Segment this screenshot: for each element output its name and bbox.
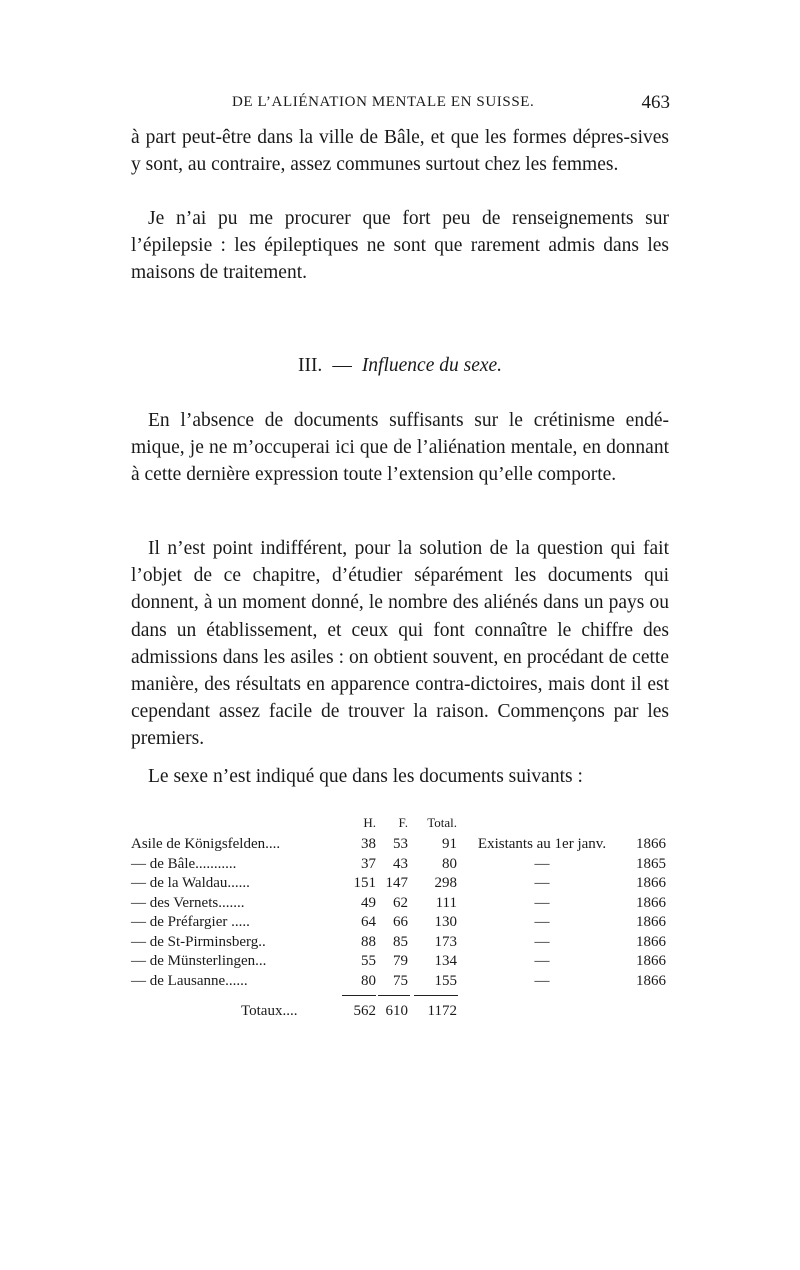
total-h: 562 — [353, 1003, 376, 1019]
sum-rule-h — [342, 995, 376, 996]
cell-note: — — [534, 953, 550, 969]
cell-f: 43 — [393, 855, 408, 872]
paragraph: Le sexe n’est indiqué que dans les documents suivants : — [148, 766, 583, 787]
cell-note: — — [534, 972, 550, 989]
running-title: DE L’ALIÉNATION MENTALE EN SUISSE. — [232, 94, 535, 110]
cell-total: 298 — [434, 875, 457, 891]
row-label: — de la Waldau...... — [131, 875, 250, 891]
table-row — [131, 875, 671, 895]
table-header-row — [131, 815, 671, 835]
table-row — [131, 953, 671, 973]
cell-year: 1866 — [636, 933, 666, 950]
cell-year: 1866 — [636, 894, 666, 911]
cell-total: 173 — [434, 933, 457, 950]
row-label: Asile de Königsfelden.... — [131, 836, 281, 852]
section-title: Influence du sexe. — [361, 355, 503, 376]
cell-total: 155 — [434, 972, 457, 989]
cell-f: 53 — [393, 836, 408, 852]
cell-total: 80 — [442, 855, 457, 872]
section-dash: — — [332, 355, 352, 376]
cell-h: 55 — [361, 953, 376, 969]
cell-h: 38 — [361, 836, 376, 852]
cell-total: 91 — [442, 836, 457, 852]
cell-year: 1866 — [636, 914, 666, 930]
paragraph: En l’absence de documents suffisants sur le crétinisme endé-mique, je ne m’occuperai ici que de l’aliénation mentale, en donnant à cette dernière expression toute l’extension qu’elle comporte. — [131, 410, 669, 486]
paragraph: Je n’ai pu me procurer que fort peu de renseignements sur l’épilepsie : les épileptiques ne sont que rarement admis dans les maisons de traitement. — [131, 208, 669, 284]
table-row — [131, 934, 671, 954]
cell-note: — — [534, 894, 550, 911]
cell-f: 75 — [393, 972, 408, 989]
row-label: — de Münsterlingen... — [131, 953, 267, 969]
paragraph: Il n’est point indifférent, pour la solution de la question qui fait l’objet de ce chapitre, d’étudier séparément les documents qui donnent, à un moment donné, le nombre des aliénés dans un pays ou dans un établissement, et ceux qui font connaître le chiffre des admissions dans les asiles : on obtient souvent, en procédant de cette manière, des résultats en apparence contra-dictoires, mais dont il est cependant assez facile de trouver la raison. Commençons par les premiers. — [131, 538, 669, 750]
table-row — [131, 836, 671, 856]
cell-h: 151 — [353, 875, 376, 891]
cell-total: 111 — [435, 894, 457, 911]
cell-total: 134 — [434, 953, 457, 969]
cell-note: — — [534, 875, 550, 891]
section-number: III. — [297, 355, 323, 376]
column-header-h: H. — [363, 815, 376, 830]
sum-rule-f — [378, 995, 410, 996]
section-heading — [131, 355, 669, 377]
page-number: 463 — [641, 92, 670, 113]
table-row — [131, 914, 671, 934]
table-totals-row — [131, 1003, 671, 1023]
row-label: — de St-Pirminsberg.. — [131, 933, 266, 950]
page-header — [130, 94, 670, 118]
table-row — [131, 895, 671, 915]
cell-note: — — [534, 933, 550, 950]
row-label: — de Lausanne...... — [131, 972, 248, 989]
cell-note: Existants au 1er janv. — [477, 836, 607, 852]
cell-year: 1866 — [636, 875, 666, 891]
column-header-f: F. — [398, 815, 408, 830]
totals-label: Totaux.... — [241, 1003, 298, 1019]
total-f: 610 — [385, 1003, 408, 1019]
table-row — [131, 973, 671, 993]
cell-h: 64 — [361, 914, 376, 930]
cell-h: 37 — [361, 855, 376, 872]
row-label: — de Bâle........... — [131, 855, 237, 872]
sum-rule-total — [414, 995, 458, 996]
cell-f: 85 — [393, 933, 408, 950]
cell-f: 62 — [393, 894, 408, 911]
cell-note: — — [534, 914, 550, 930]
cell-h: 88 — [361, 933, 376, 950]
column-header-total: Total. — [427, 815, 457, 830]
cell-year: 1866 — [636, 836, 666, 852]
paragraph: à part peut-être dans la ville de Bâle, et que les formes dépres-sives y sont, au contraire, assez communes surtout chez les femmes. — [131, 127, 669, 176]
cell-f: 79 — [393, 953, 408, 969]
cell-note: — — [534, 855, 550, 872]
cell-total: 130 — [434, 914, 457, 930]
cell-f: 147 — [385, 875, 408, 891]
cell-h: 80 — [361, 972, 376, 989]
cell-h: 49 — [361, 894, 376, 911]
table-row — [131, 856, 671, 876]
cell-f: 66 — [393, 914, 408, 930]
cell-year: 1866 — [636, 953, 666, 969]
row-label: — de Préfargier ..... — [131, 914, 250, 930]
cell-year: 1865 — [636, 855, 666, 872]
row-label: — des Vernets....... — [131, 894, 245, 911]
total-total: 1172 — [427, 1003, 457, 1019]
cell-year: 1866 — [636, 972, 666, 989]
